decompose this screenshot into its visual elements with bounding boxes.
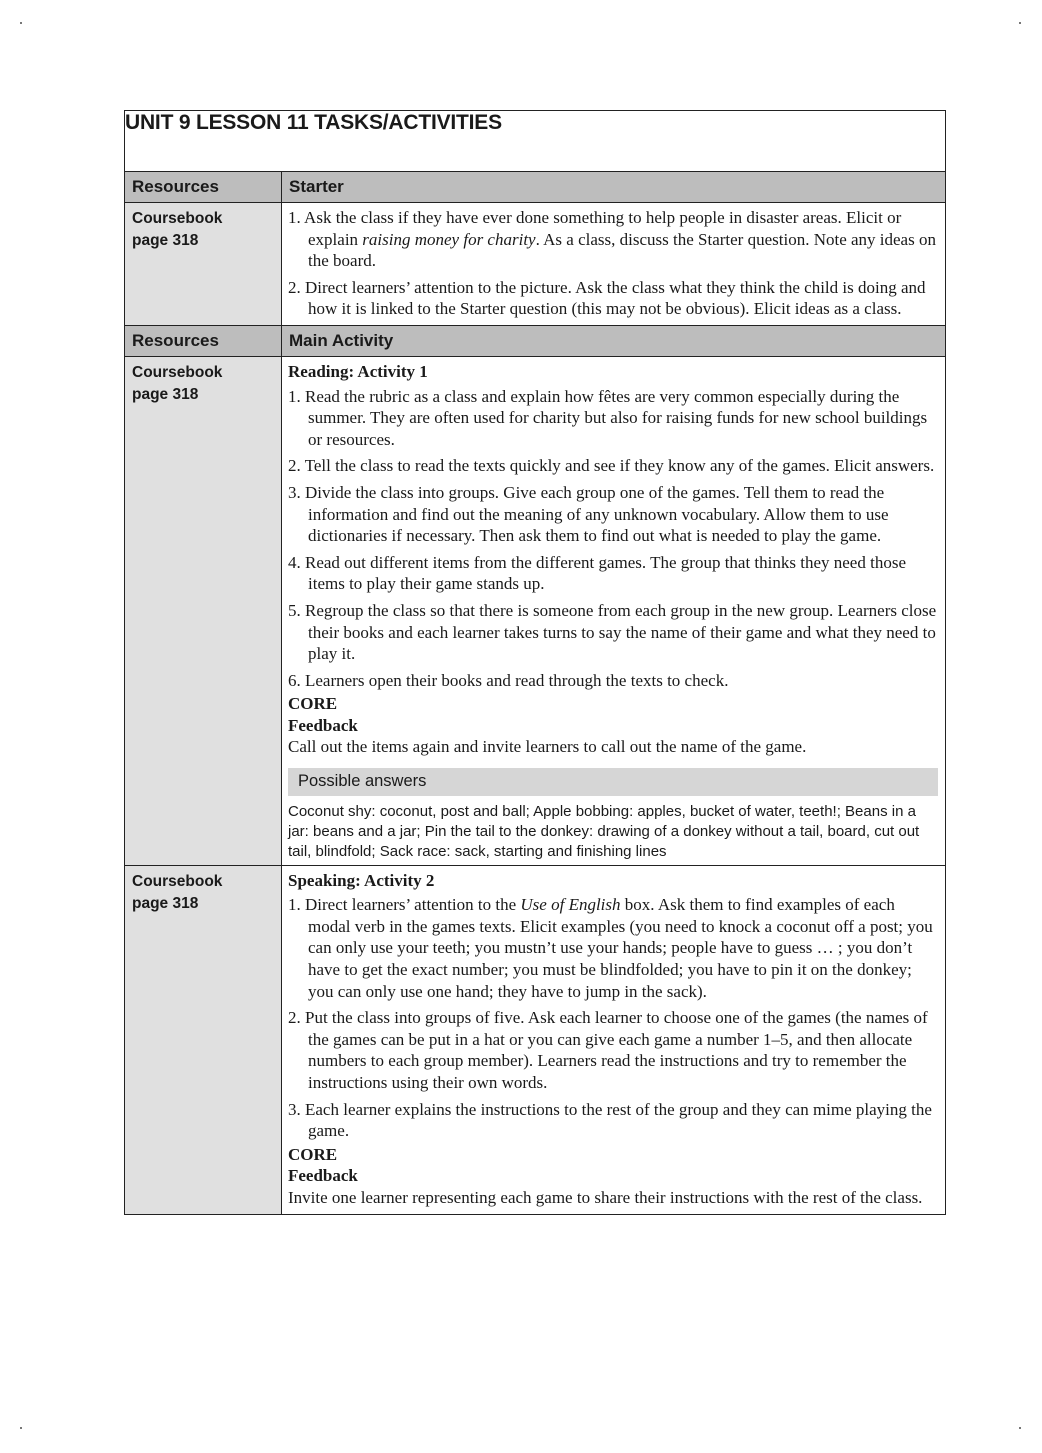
main-resources-header: Resources (125, 325, 282, 356)
page-title: UNIT 9 LESSON 11 TASKS/ACTIVITIES (125, 111, 502, 134)
speaking-item: 2. Put the class into groups of five. Ask each learner to choose one of the games (the names of the games can be put in a hat or you can give each game a number 1–5, and then allocate numbers to each group member). Learners read the instructions and try to remember the instructions using their own words. (288, 1008, 928, 1092)
crop-mark-bottom-left (20, 1427, 22, 1429)
speaking-core-label: CORE (288, 1144, 338, 1164)
speaking-content-cell (282, 865, 946, 1214)
reading-core-label: CORE (288, 694, 338, 714)
speaking-feedback-text: Invite one learner representing each game to share their instructions with the rest of the class. (288, 1187, 923, 1207)
speaking-item: 1. Direct learners’ attention to the Use of English box. Ask them to find examples of each modal verb in the games texts. Elicit examples (you need to knock a coconut off a post; you can only use your teeth; you mustn’t use your hands; people have to guess … ; you don’t have to get the exact number; you must be blindfolded; you have to pin it on the donkey; you can only use one hand; they have to jump in the sack). (288, 895, 933, 1001)
reading-list (288, 386, 938, 692)
title-cell (125, 111, 946, 172)
reading-item: 5. Regroup the class so that there is someone from each group in the new group. Learners close their books and each learner takes turns to say the name of their game and what they need to play it. (288, 600, 937, 664)
reading-item: 6. Learners open their books and read through the texts to check. (288, 670, 729, 690)
starter-content-cell (282, 203, 946, 326)
reading-item: 1. Read the rubric as a class and explain how fêtes are very common especially during the summer. They are often used for charity but also for raising funds for new school buildings or resources. (288, 386, 928, 449)
speaking-resource: Coursebook page 318 (132, 872, 223, 912)
reading-feedback-text: Call out the items again and invite learners to call out the name of the game. (288, 737, 807, 757)
reading-resource-cell (125, 356, 282, 865)
starter-resources-header: Resources (125, 172, 282, 203)
reading-subheading: Reading: Activity 1 (288, 361, 428, 381)
crop-mark-top-left (20, 22, 22, 24)
reading-item: 4. Read out different items from the different games. The group that thinks they need those items to play their game stands up. (288, 552, 906, 594)
speaking-subheading: Speaking: Activity 2 (288, 870, 435, 890)
reading-feedback-label: Feedback (288, 715, 358, 735)
starter-list (288, 207, 938, 320)
crop-mark-top-right (1019, 22, 1021, 24)
main-activity-header: Main Activity (282, 325, 946, 356)
starter-row (125, 203, 946, 326)
lesson-table (124, 110, 946, 1215)
starter-resource: Coursebook page 318 (132, 210, 223, 249)
starter-item: 2. Direct learners’ attention to the picture. Ask the class what they think the child is doing and how it is linked to the Starter question (this may not be obvious). Elicit ideas as a class. (288, 277, 926, 319)
reading-item: 2. Tell the class to read the texts quickly and see if they know any of the games. Elicit answers. (288, 456, 935, 476)
reading-resource: Coursebook page 318 (132, 363, 223, 403)
reading-row (125, 356, 946, 865)
speaking-resource-cell (125, 865, 282, 1214)
speaking-feedback-label: Feedback (288, 1166, 358, 1186)
reading-item: 3. Divide the class into groups. Give each group one of the games. Tell them to read the information and find out the meaning of any unknown vocabulary. Allow them to use dictionaries if necessary. Then ask them to find out what is needed to play the game. (288, 482, 889, 546)
possible-answers-header: Possible answers (288, 768, 938, 796)
main-header-row (125, 325, 946, 356)
starter-header-row (125, 172, 946, 203)
speaking-row (125, 865, 946, 1214)
speaking-list (288, 894, 938, 1142)
starter-item: 1. Ask the class if they have ever done something to help people in disaster areas. Elicit or explain raising money for charity. As a class, discuss the Starter question. Note any ideas on the board. (288, 208, 936, 271)
crop-mark-bottom-right (1019, 1427, 1021, 1429)
starter-resource-cell (125, 203, 282, 326)
possible-answers-text: Coconut shy: coconut, post and ball; Apple bobbing: apples, bucket of water, teeth!; Beans in a jar: beans and a jar; Pin the tail to the donkey: drawing of a donkey without a tail, board, cut out tail, blindfold; Sack race: sack, starting and finishing lines (288, 802, 920, 860)
reading-content-cell (282, 356, 946, 865)
speaking-item: 3. Each learner explains the instructions to the rest of the group and they can mime playing the game. (288, 1099, 932, 1141)
starter-header: Starter (282, 172, 946, 203)
